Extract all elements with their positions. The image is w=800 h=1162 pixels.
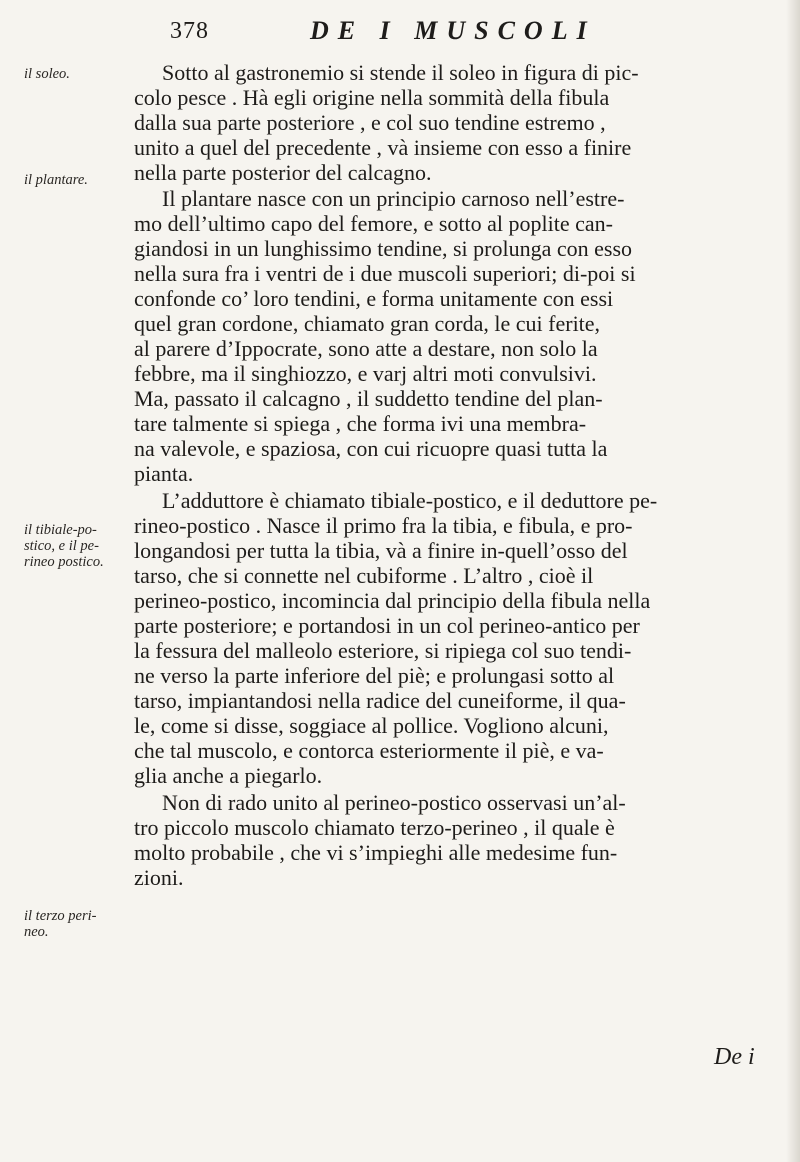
text-line: tare talmente si spiega , che forma ivi una membra- xyxy=(134,411,587,436)
text-line: zioni. xyxy=(134,865,184,890)
text-line: unito a quel del precedente , và insieme con esso a finire xyxy=(134,135,632,160)
text-line: mo dell’ultimo capo del femore, e sotto al poplite can- xyxy=(134,211,613,236)
margin-note-plantare xyxy=(24,172,126,188)
text-line: quel gran cordone, chiamato gran corda, le cui ferite, xyxy=(134,311,601,336)
text-line: tro piccolo muscolo chiamato terzo-perineo , il quale è xyxy=(134,815,615,840)
text-line: le, come si disse, soggiace al pollice. Vogliono alcuni, xyxy=(134,713,609,738)
text-line: Ma, passato il calcagno , il suddetto tendine del plan- xyxy=(134,386,603,411)
text-line: colo pesce . Hà egli origine nella sommità della fibula xyxy=(134,85,610,110)
margin-note-line: neo. xyxy=(24,924,49,940)
text-line: Il plantare nasce con un principio carnoso nell’estre- xyxy=(162,186,625,211)
text-line: nella parte posterior del calcagno. xyxy=(134,160,432,185)
margin-note-soleo xyxy=(24,66,126,82)
text-line: pianta. xyxy=(134,461,194,486)
text-line: nella sura fra i ventri de i due muscoli superiori; di-poi si xyxy=(134,261,636,286)
paragraph-tibiale-postico xyxy=(134,488,774,788)
text-line: al parere d’Ippocrate, sono atte a destare, non solo la xyxy=(134,336,598,361)
text-line: glia anche a piegarlo. xyxy=(134,763,323,788)
text-line: che tal muscolo, e contorca esteriormente il piè, e va- xyxy=(134,738,604,763)
paragraph-plantare xyxy=(134,186,774,486)
text-line: Non di rado unito al perineo-postico osservasi un’al- xyxy=(162,790,626,815)
text-line: Sotto al gastronemio si stende il soleo in figura di pic- xyxy=(162,60,639,85)
margin-note-line: il tibiale-po- xyxy=(24,522,97,538)
text-line: confonde co’ loro tendini, e forma unitamente con essi xyxy=(134,286,614,311)
margin-note-line: stico, e il pe- xyxy=(24,538,99,554)
text-line: molto probabile , che vi s’impieghi alle medesime fun- xyxy=(134,840,618,865)
page-header xyxy=(170,14,730,48)
margin-note-tibiale-postico xyxy=(24,522,126,570)
page-number: 378 xyxy=(170,18,209,44)
text-line: tarso, che si connette nel cubiforme . L’altro , cioè il xyxy=(134,563,594,588)
text-line: na valevole, e spaziosa, con cui ricuopre quasi tutta la xyxy=(134,436,608,461)
margin-note-line: rineo postico. xyxy=(24,554,104,570)
text-line: febbre, ma il singhiozzo, e varj altri moti convulsivi. xyxy=(134,361,597,386)
running-title: DE I MUSCOLI xyxy=(310,16,596,45)
text-line: parte posteriore; e portandosi in un col perineo-antico per xyxy=(134,613,640,638)
margin-note-line: il terzo peri- xyxy=(24,908,97,924)
paragraph-terzo-perineo xyxy=(134,790,774,890)
text-line: giandosi in un lunghissimo tendine, si prolunga con esso xyxy=(134,236,633,261)
page-edge-shadow xyxy=(786,0,800,1162)
text-line: ne verso la parte inferiore del piè; e prolungasi sotto al xyxy=(134,663,615,688)
text-line: longandosi per tutta la tibia, và a finire in-quell’osso del xyxy=(134,538,628,563)
text-line: tarso, impiantandosi nella radice del cuneiforme, il qua- xyxy=(134,688,626,713)
margin-note-terzo-perineo xyxy=(24,908,126,940)
text-line: perineo-postico, incomincia dal principio della fibula nella xyxy=(134,588,651,613)
text-line: dalla sua parte posteriore , e col suo tendine estremo , xyxy=(134,110,606,135)
text-line: L’adduttore è chiamato tibiale-postico, e il deduttore pe- xyxy=(162,488,658,513)
margin-note-line: il soleo. xyxy=(24,66,70,82)
catchword: De i xyxy=(714,1044,755,1070)
text-line: la fessura del malleolo esteriore, si ripiega col suo tendi- xyxy=(134,638,632,663)
paragraph-soleo xyxy=(134,60,774,185)
margin-note-line: il plantare. xyxy=(24,172,88,188)
text-line: rineo-postico . Nasce il primo fra la tibia, e fibula, e pro- xyxy=(134,513,633,538)
